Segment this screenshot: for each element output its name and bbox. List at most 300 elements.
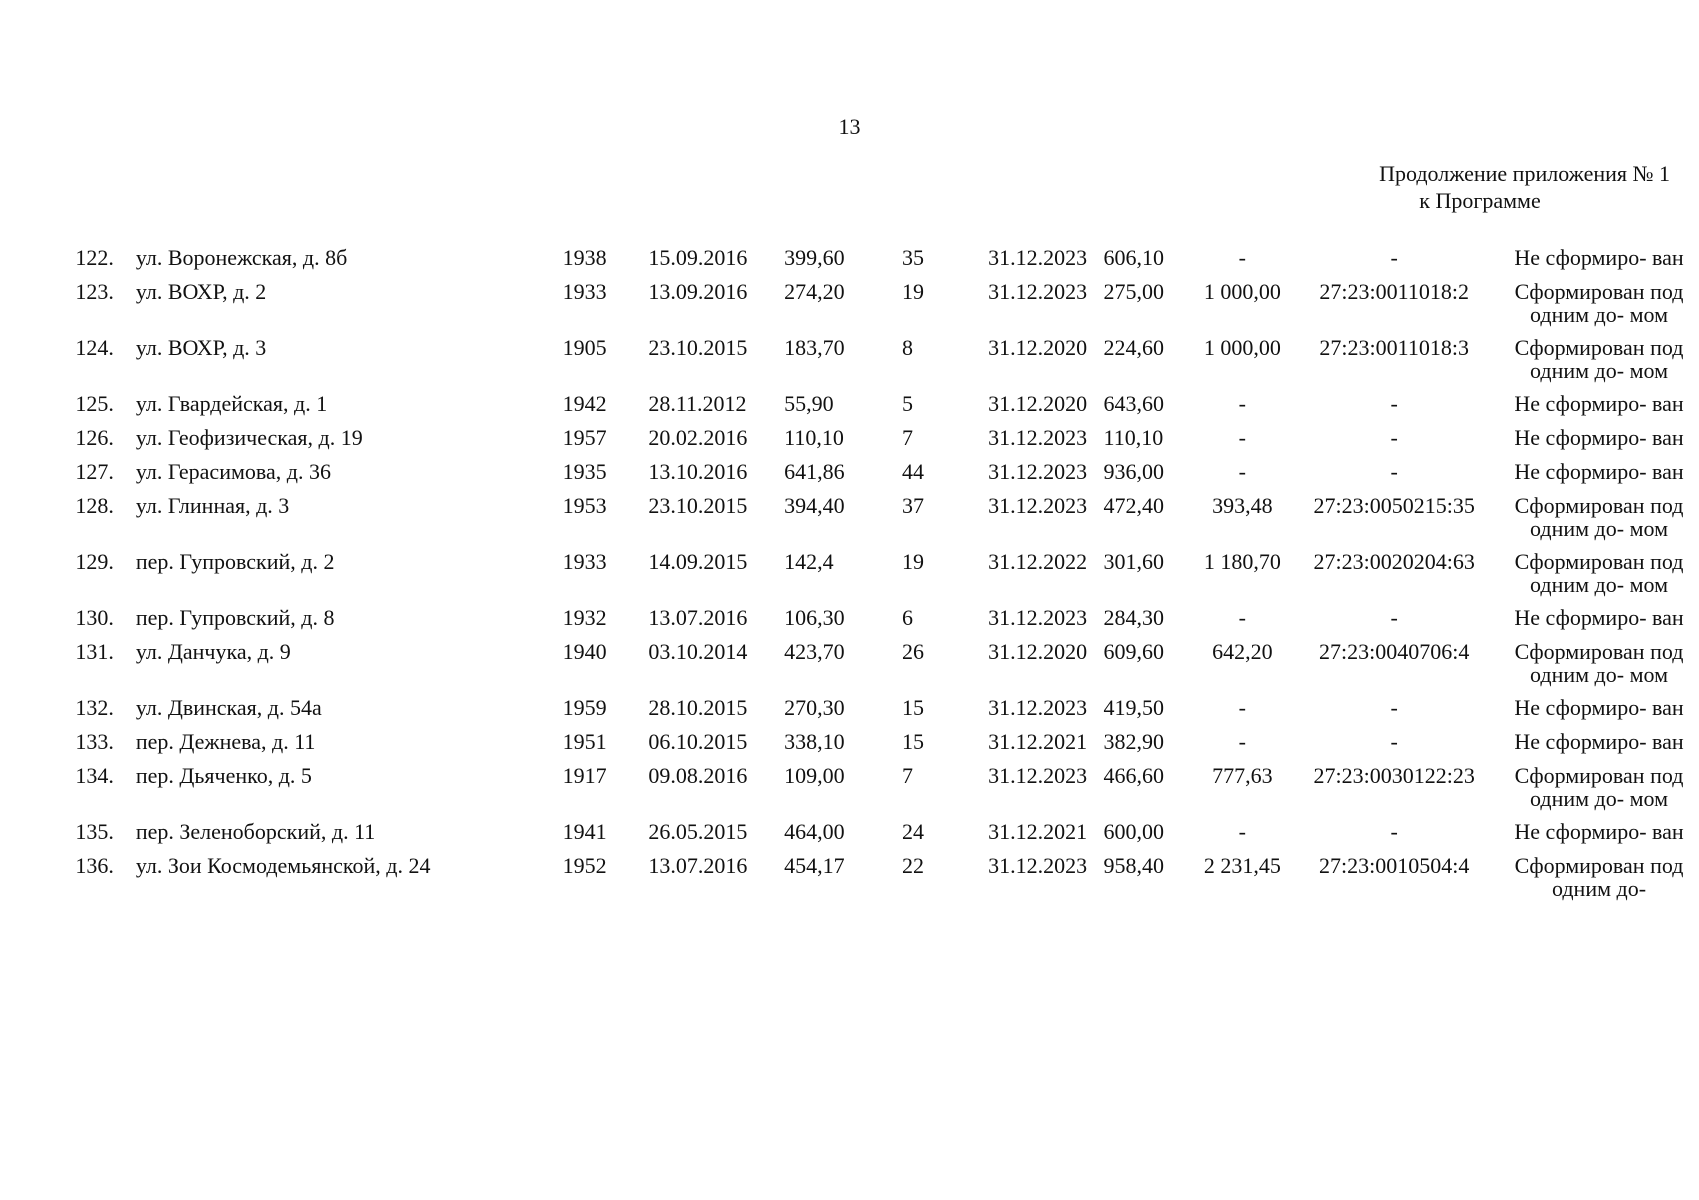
deadline-cell — [972, 764, 1104, 820]
residents-cell — [884, 696, 972, 730]
total-area-cell — [1104, 426, 1196, 460]
total-area-cell — [1104, 820, 1196, 854]
area-cell-text: 338,10 — [784, 729, 845, 754]
residents-cell-text: 6 — [901, 605, 913, 630]
deadline-cell — [972, 426, 1104, 460]
address-cell — [126, 820, 563, 854]
table-row — [44, 820, 1699, 854]
year-cell-text: 1932 — [562, 605, 607, 630]
appendix-header-line2: к Программе — [1419, 188, 1541, 213]
land-area-cell — [1195, 550, 1289, 606]
year-cell-text: 1941 — [562, 819, 607, 844]
deadline-cell-text: 31.12.2023 — [988, 493, 1088, 518]
table-row — [44, 460, 1699, 494]
cadastral-number-cell — [1289, 730, 1499, 764]
land-area-cell-text: 393,48 — [1212, 493, 1273, 518]
land-status-cell — [1499, 494, 1699, 550]
area-cell-text: 55,90 — [784, 391, 834, 416]
deadline-cell — [972, 730, 1104, 764]
year-cell — [563, 246, 649, 280]
address-cell — [126, 764, 563, 820]
area-cell — [784, 696, 884, 730]
date-cell — [648, 730, 784, 764]
residents-cell-text: 22 — [901, 853, 924, 878]
residents-cell — [884, 764, 972, 820]
deadline-cell-text: 31.12.2020 — [988, 639, 1088, 664]
area-cell-text: 270,30 — [784, 695, 845, 720]
year-cell-text: 1953 — [562, 493, 607, 518]
row-number — [44, 246, 126, 280]
deadline-cell-text: 31.12.2023 — [988, 695, 1088, 720]
land-area-cell — [1195, 336, 1289, 392]
year-cell — [563, 606, 649, 640]
land-area-cell-text: 642,20 — [1212, 639, 1273, 664]
land-area-cell — [1195, 696, 1289, 730]
residents-cell-text: 35 — [901, 245, 924, 270]
table-row — [44, 730, 1699, 764]
residents-cell — [884, 820, 972, 854]
land-area-cell-text: - — [1238, 425, 1246, 450]
total-area-cell-text: 301,60 — [1103, 549, 1165, 574]
address-cell-text: ул. Геофизическая, д. 19 — [135, 425, 363, 450]
year-cell-text: 1951 — [562, 729, 607, 754]
land-status-cell-text: Не сформиро- ван — [1514, 729, 1684, 754]
year-cell-text: 1957 — [562, 425, 607, 450]
deadline-cell — [972, 606, 1104, 640]
date-cell — [648, 550, 784, 606]
cadastral-number-cell-text: 27:23:0050215:35 — [1313, 493, 1475, 518]
cadastral-number-cell-text: 27:23:0011018:3 — [1319, 335, 1469, 360]
total-area-cell-text: 419,50 — [1103, 695, 1165, 720]
address-cell-text: пер. Зеленоборский, д. 11 — [135, 819, 376, 844]
total-area-cell-text: 472,40 — [1103, 493, 1165, 518]
deadline-cell-text: 31.12.2020 — [988, 391, 1088, 416]
land-status-cell — [1499, 280, 1699, 336]
land-status-cell-text: Не сформиро- ван — [1514, 391, 1684, 416]
land-area-cell-text: - — [1238, 695, 1246, 720]
date-cell-text: 13.10.2016 — [648, 459, 748, 484]
cadastral-number-cell-text: - — [1390, 729, 1398, 754]
area-cell — [784, 494, 884, 550]
address-cell-text: ул. ВОХР, д. 2 — [135, 279, 267, 304]
row-number-text: 122. — [75, 245, 114, 270]
deadline-cell — [972, 854, 1104, 910]
total-area-cell-text: 609,60 — [1103, 639, 1165, 664]
residents-cell — [884, 730, 972, 764]
cadastral-number-cell — [1289, 392, 1499, 426]
land-status-cell — [1499, 820, 1699, 854]
land-status-cell — [1499, 550, 1699, 606]
residents-cell-text: 44 — [901, 459, 924, 484]
cadastral-number-cell-text: 27:23:0010504:4 — [1319, 853, 1470, 878]
area-cell-text: 183,70 — [784, 335, 845, 360]
land-area-cell — [1195, 854, 1289, 910]
residents-cell-text: 5 — [901, 391, 913, 416]
year-cell-text: 1938 — [562, 245, 607, 270]
row-number-text: 135. — [75, 819, 114, 844]
row-number-text: 125. — [75, 391, 114, 416]
residents-cell-text: 7 — [901, 763, 913, 788]
cadastral-number-cell-text: 27:23:0040706:4 — [1319, 639, 1470, 664]
cadastral-number-cell — [1289, 606, 1499, 640]
address-cell-text: ул. Глинная, д. 3 — [135, 493, 290, 518]
land-area-cell — [1195, 392, 1289, 426]
deadline-cell-text: 31.12.2020 — [988, 335, 1088, 360]
area-cell — [784, 640, 884, 696]
land-status-cell — [1499, 606, 1699, 640]
cadastral-number-cell-text: - — [1390, 695, 1398, 720]
land-status-cell-text: Сформирован под одним до- мом — [1514, 335, 1684, 383]
land-status-cell-text: Не сформиро- ван — [1514, 695, 1684, 720]
deadline-cell-text: 31.12.2023 — [988, 425, 1088, 450]
address-cell — [126, 246, 563, 280]
date-cell — [648, 640, 784, 696]
land-status-cell-text: Сформирован под одним до- — [1514, 853, 1684, 901]
total-area-cell — [1104, 494, 1196, 550]
residents-cell — [884, 426, 972, 460]
land-status-cell — [1499, 640, 1699, 696]
land-area-cell-text: - — [1238, 391, 1246, 416]
table-row — [44, 764, 1699, 820]
date-cell-text: 13.09.2016 — [648, 279, 748, 304]
land-status-cell-text: Не сформиро- ван — [1514, 459, 1684, 484]
residents-cell — [884, 854, 972, 910]
deadline-cell-text: 31.12.2023 — [988, 853, 1088, 878]
deadline-cell-text: 31.12.2023 — [988, 459, 1088, 484]
residents-cell — [884, 550, 972, 606]
total-area-cell — [1104, 246, 1196, 280]
deadline-cell-text: 31.12.2022 — [988, 549, 1088, 574]
year-cell-text: 1933 — [562, 279, 607, 304]
row-number-text: 127. — [75, 459, 114, 484]
land-area-cell — [1195, 280, 1289, 336]
year-cell-text: 1933 — [562, 549, 607, 574]
deadline-cell — [972, 392, 1104, 426]
table-row — [44, 550, 1699, 606]
cadastral-number-cell — [1289, 550, 1499, 606]
cadastral-number-cell — [1289, 764, 1499, 820]
total-area-cell — [1104, 550, 1196, 606]
residents-cell — [884, 606, 972, 640]
land-area-cell-text: - — [1238, 605, 1246, 630]
deadline-cell-text: 31.12.2023 — [988, 279, 1088, 304]
residents-cell — [884, 640, 972, 696]
date-cell-text: 15.09.2016 — [648, 245, 748, 270]
address-cell-text: ул. Двинская, д. 54а — [135, 695, 322, 720]
date-cell — [648, 494, 784, 550]
area-cell — [784, 460, 884, 494]
land-status-cell-text: Сформирован под одним до- мом — [1514, 549, 1684, 597]
year-cell — [563, 494, 649, 550]
row-number-text: 133. — [75, 729, 114, 754]
residents-cell-text: 19 — [901, 549, 924, 574]
land-area-cell-text: - — [1238, 245, 1246, 270]
residents-cell-text: 26 — [901, 639, 924, 664]
year-cell-text: 1905 — [562, 335, 607, 360]
address-cell-text: ул. ВОХР, д. 3 — [135, 335, 267, 360]
area-cell-text: 274,20 — [784, 279, 845, 304]
total-area-cell-text: 466,60 — [1103, 763, 1165, 788]
table-row — [44, 854, 1699, 910]
year-cell — [563, 426, 649, 460]
area-cell — [784, 854, 884, 910]
residents-cell-text: 37 — [901, 493, 924, 518]
deadline-cell — [972, 820, 1104, 854]
cadastral-number-cell — [1289, 696, 1499, 730]
date-cell-text: 14.09.2015 — [648, 549, 748, 574]
area-cell-text: 399,60 — [784, 245, 845, 270]
area-cell-text: 142,4 — [784, 549, 834, 574]
cadastral-number-cell — [1289, 426, 1499, 460]
land-area-cell — [1195, 730, 1289, 764]
residents-cell-text: 8 — [901, 335, 913, 360]
residents-cell-text: 19 — [901, 279, 924, 304]
row-number — [44, 854, 126, 910]
area-cell — [784, 730, 884, 764]
area-cell-text: 109,00 — [784, 763, 845, 788]
row-number — [44, 550, 126, 606]
land-area-cell-text: 1 000,00 — [1203, 335, 1281, 360]
area-cell — [784, 246, 884, 280]
year-cell — [563, 730, 649, 764]
land-status-cell-text: Не сформиро- ван — [1514, 425, 1684, 450]
year-cell — [563, 764, 649, 820]
date-cell — [648, 820, 784, 854]
land-area-cell-text: - — [1238, 729, 1246, 754]
cadastral-number-cell — [1289, 280, 1499, 336]
land-status-cell — [1499, 392, 1699, 426]
total-area-cell-text: 224,60 — [1103, 335, 1165, 360]
land-status-cell — [1499, 426, 1699, 460]
cadastral-number-cell-text: - — [1390, 605, 1398, 630]
residents-cell-text: 24 — [901, 819, 924, 844]
land-status-cell-text: Сформирован под одним до- мом — [1514, 763, 1684, 811]
deadline-cell — [972, 246, 1104, 280]
total-area-cell-text: 606,10 — [1103, 245, 1165, 270]
total-area-cell — [1104, 696, 1196, 730]
residents-cell — [884, 392, 972, 426]
date-cell — [648, 696, 784, 730]
cadastral-number-cell-text: - — [1390, 459, 1398, 484]
year-cell — [563, 280, 649, 336]
area-cell-text: 454,17 — [784, 853, 845, 878]
year-cell-text: 1959 — [562, 695, 607, 720]
date-cell — [648, 854, 784, 910]
deadline-cell-text: 31.12.2023 — [988, 605, 1088, 630]
cadastral-number-cell-text: 27:23:0011018:2 — [1319, 279, 1469, 304]
land-status-cell-text: Сформирован под одним до- мом — [1514, 493, 1684, 541]
deadline-cell-text: 31.12.2021 — [988, 729, 1088, 754]
date-cell-text: 26.05.2015 — [648, 819, 748, 844]
total-area-cell — [1104, 460, 1196, 494]
address-cell — [126, 640, 563, 696]
housing-table — [44, 246, 1699, 910]
area-cell — [784, 336, 884, 392]
area-cell-text: 106,30 — [784, 605, 845, 630]
date-cell-text: 09.08.2016 — [648, 763, 748, 788]
land-area-cell — [1195, 764, 1289, 820]
cadastral-number-cell — [1289, 494, 1499, 550]
year-cell — [563, 460, 649, 494]
date-cell-text: 28.10.2015 — [648, 695, 748, 720]
area-cell-text: 110,10 — [784, 425, 844, 450]
row-number-text: 124. — [75, 335, 114, 360]
address-cell — [126, 280, 563, 336]
land-status-cell — [1499, 854, 1699, 910]
row-number — [44, 606, 126, 640]
year-cell-text: 1952 — [562, 853, 607, 878]
table-row — [44, 640, 1699, 696]
table-row — [44, 392, 1699, 426]
deadline-cell — [972, 696, 1104, 730]
land-status-cell — [1499, 764, 1699, 820]
row-number — [44, 640, 126, 696]
land-area-cell — [1195, 640, 1289, 696]
area-cell-text: 423,70 — [784, 639, 845, 664]
deadline-cell — [972, 494, 1104, 550]
land-status-cell-text: Сформирован под одним до- мом — [1514, 279, 1684, 327]
area-cell — [784, 550, 884, 606]
address-cell-text: ул. Гвардейская, д. 1 — [135, 391, 328, 416]
row-number-text: 134. — [75, 763, 114, 788]
date-cell — [648, 246, 784, 280]
date-cell-text: 06.10.2015 — [648, 729, 748, 754]
row-number-text: 130. — [75, 605, 114, 630]
row-number — [44, 696, 126, 730]
table-row — [44, 696, 1699, 730]
address-cell — [126, 730, 563, 764]
cadastral-number-cell — [1289, 820, 1499, 854]
cadastral-number-cell — [1289, 246, 1499, 280]
cadastral-number-cell-text: - — [1390, 391, 1398, 416]
date-cell-text: 23.10.2015 — [648, 493, 748, 518]
land-area-cell-text: 1 000,00 — [1203, 279, 1281, 304]
area-cell-text: 641,86 — [784, 459, 845, 484]
year-cell — [563, 696, 649, 730]
total-area-cell-text: 110,10 — [1103, 425, 1164, 450]
year-cell-text: 1917 — [562, 763, 607, 788]
row-number-text: 126. — [75, 425, 114, 450]
land-area-cell-text: 2 231,45 — [1203, 853, 1281, 878]
row-number — [44, 730, 126, 764]
cadastral-number-cell — [1289, 640, 1499, 696]
year-cell — [563, 550, 649, 606]
land-status-cell-text: Не сформиро- ван — [1514, 605, 1684, 630]
total-area-cell — [1104, 640, 1196, 696]
area-cell-text: 464,00 — [784, 819, 845, 844]
total-area-cell — [1104, 730, 1196, 764]
row-number-text: 136. — [75, 853, 114, 878]
total-area-cell-text: 958,40 — [1103, 853, 1165, 878]
residents-cell — [884, 460, 972, 494]
row-number — [44, 426, 126, 460]
year-cell-text: 1942 — [562, 391, 607, 416]
total-area-cell-text: 643,60 — [1103, 391, 1165, 416]
residents-cell — [884, 494, 972, 550]
land-area-cell — [1195, 460, 1289, 494]
residents-cell — [884, 280, 972, 336]
deadline-cell-text: 31.12.2021 — [988, 819, 1088, 844]
table-row — [44, 606, 1699, 640]
cadastral-number-cell — [1289, 460, 1499, 494]
address-cell — [126, 494, 563, 550]
address-cell-text: ул. Зои Космодемьянской, д. 24 — [135, 853, 431, 878]
land-status-cell-text: Не сформиро- ван — [1514, 819, 1684, 844]
land-status-cell — [1499, 246, 1699, 280]
date-cell-text: 20.02.2016 — [648, 425, 748, 450]
deadline-cell — [972, 336, 1104, 392]
deadline-cell — [972, 640, 1104, 696]
row-number — [44, 280, 126, 336]
total-area-cell — [1104, 764, 1196, 820]
table-row — [44, 336, 1699, 392]
address-cell — [126, 606, 563, 640]
row-number — [44, 820, 126, 854]
land-area-cell — [1195, 246, 1289, 280]
address-cell — [126, 460, 563, 494]
date-cell-text: 13.07.2016 — [648, 853, 748, 878]
row-number — [44, 764, 126, 820]
area-cell — [784, 606, 884, 640]
land-status-cell-text: Не сформиро- ван — [1514, 245, 1684, 270]
residents-cell — [884, 336, 972, 392]
area-cell-text: 394,40 — [784, 493, 845, 518]
appendix-header-line1: Продолжение приложения № 1 — [1379, 161, 1670, 186]
residents-cell-text: 15 — [901, 729, 924, 754]
area-cell — [784, 392, 884, 426]
deadline-cell — [972, 550, 1104, 606]
table-body — [44, 246, 1699, 910]
row-number-text: 128. — [75, 493, 114, 518]
land-area-cell — [1195, 426, 1289, 460]
row-number — [44, 494, 126, 550]
date-cell-text: 28.11.2012 — [648, 391, 747, 416]
address-cell — [126, 426, 563, 460]
table-row — [44, 246, 1699, 280]
row-number-text: 132. — [75, 695, 114, 720]
table-row — [44, 426, 1699, 460]
address-cell — [126, 696, 563, 730]
year-cell-text: 1940 — [562, 639, 607, 664]
date-cell — [648, 460, 784, 494]
total-area-cell-text: 284,30 — [1103, 605, 1165, 630]
land-area-cell-text: - — [1238, 819, 1246, 844]
year-cell — [563, 392, 649, 426]
land-status-cell — [1499, 730, 1699, 764]
row-number-text: 131. — [75, 639, 114, 664]
year-cell-text: 1935 — [562, 459, 607, 484]
deadline-cell-text: 31.12.2023 — [988, 245, 1088, 270]
year-cell — [563, 854, 649, 910]
residents-cell-text: 7 — [901, 425, 913, 450]
land-status-cell-text: Сформирован под одним до- мом — [1514, 639, 1684, 687]
area-cell — [784, 280, 884, 336]
area-cell — [784, 764, 884, 820]
total-area-cell-text: 275,00 — [1103, 279, 1165, 304]
date-cell — [648, 764, 784, 820]
address-cell-text: ул. Воронежская, д. 8б — [135, 245, 348, 270]
area-cell — [784, 820, 884, 854]
date-cell-text: 13.07.2016 — [648, 605, 748, 630]
deadline-cell — [972, 280, 1104, 336]
total-area-cell-text: 936,00 — [1103, 459, 1165, 484]
deadline-cell-text: 31.12.2023 — [988, 763, 1088, 788]
address-cell-text: ул. Данчука, д. 9 — [135, 639, 291, 664]
land-area-cell — [1195, 494, 1289, 550]
date-cell-text: 23.10.2015 — [648, 335, 748, 360]
total-area-cell — [1104, 392, 1196, 426]
row-number — [44, 336, 126, 392]
